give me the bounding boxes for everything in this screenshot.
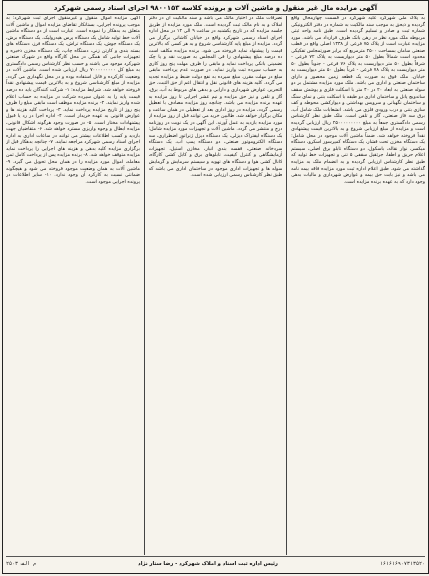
newspaper-notice-page (2, 0, 429, 574)
column-middle (149, 16, 283, 555)
column-right-text: به پلاک ملی شهرکرد علیه شهرکرد در قسمت چهارمحال واقع گردیده و ذیحق به موجب سند مالکیت به شماره در دفتر الکترونیکی شماره ثبت و صادر و تسلیم گردیده است. طبق نامه واحد ثبتی مربوطه ملک مورد نظر در رهن بانک طرف قرارداد می باشد. مورد مزایده عبارت است از پلاک ۷۵ فرعی از ۱۳۳۸ اصلی واقع در قطب صنعتی سامان بمساحت ۲۵۰۰ مترمربع که برابر صورتمجلس تفکیکی محدود است شمالاً بطول ۵۰ متر دیواریست به پلاک ۷۲ فرعی - شرقاً بطول ۵۰ متر دیواریست به پلاک ۷۶ فرعی - جنوباً بطول ۵۰ متر دیواریست به پلاک ۷۸ فرعی - غرباً بطول ۵۰ متر دیواریست به خیابان. ملک فوق به صورت یک قطعه زمین محصور و دارای ساختمان صنعتی و اداری می باشد. ملک مورد مزایده مشتمل بر دو سوله صنعتی به ابعاد ۲۰ در ۴۰ متر با اسکلت فلزی و پوشش سقف ساندویچ پانل و ساختمان اداری دو طبقه با اسکلت بتنی و نمای سنگ و ساختمان نگهبانی و سرویس بهداشتی و دیوارکشی محوطه و کف سازی بتنی و درب ورودی فلزی می باشد. انشعابات ملک شامل آب، برق سه فاز صنعتی، گاز و تلفن است. ملک طبق نظر کارشناس رسمی دادگستری جمعاً به مبلغ ۲۵۰۰۰۰۰۰۰۰۰ ریال ارزیابی گردیده است و مزایده از مبلغ ارزیابی شروع و به بالاترین قیمت پیشنهادی نقداً فروخته خواهد شد. ضمناً ماشین آلات موجود در محل شامل: یک دستگاه مخزن تحت فشار، یک دستگاه کمپرسور اسکرو، دستگاه میکسر، نوار نقاله، باسکول، دو دستگاه تابلو برق اصلی، سیستم اعلام حریق و اطفا، جرثقیل سقفی ۵ تنی و تجهیزات خط تولید که طبق نظر کارشناس ارزیابی گردیده و به انضمام ملک به مزایده گذاشته می شود. طبق اعلام اداره ثبت مورد مزایده فاقد بیمه نامه می باشد و نیز بابت حق بیمه و عوارض شهرداری و مالیات بدهی وجود دارد که به عهده برنده مزایده است. (291, 16, 425, 185)
column-left (6, 16, 140, 555)
column-right (291, 16, 425, 555)
column-middle-text: تصرفات ملک در اختیار مالک می باشد و سند مالکیت آن در دفتر املاک و به نام مالک ثبت گردیده است. ملک مورد مزایده از طریق جلسه مزایده که در تاریخ یکشنبه در ساعت ۹ الی ۱۲ در محل اداره اجرای اسناد رسمی شهرکرد واقع در خیابان کاشانی برگزار می گردد. مزایده از مبلغ پایه کارشناسی شروع و به هر کسی که بالاترین قیمت را پیشنهاد نماید فروخته می شود. برنده مزایده مکلف است ده درصد مبلغ پیشنهادی را فی المجلس به صورت نقد و یا چک تضمینی بانکی پرداخت نماید و مابقی را ظرف مهلت پنج روز کاری به حساب سپرده ثبت واریز نماید. در صورت عدم پرداخت مابقی مبلغ در مهلت مقرر، مبلغ سپرده به نفع دولت ضبط و مزایده تجدید می گردد. کلیه هزینه های قانونی نقل و انتقال اعم از حق الثبت، حق التحریر، عوارض شهرداری و دارایی و بدهی های مربوط به آب، برق، گاز و تلفن و نیز حق مزایده و نیم عشر اجرایی تا روز مزایده به عهده برنده مزایده می باشد. چنانچه روز مزایده مصادف با تعطیل رسمی گردد، مزایده در روز اداری بعد از تعطیلی در همان ساعت و مکان برگزار خواهد شد. طالبین خرید می توانند قبل از روز مزایده از مورد مزایده بازدید به عمل آورند. این آگهی در یک نوبت در روزنامه درج و منتشر می گردد. ماشین آلات و تجهیزات مورد مزایده شامل: یک دستگاه لیفتراک دیزلی، یک دستگاه دیزل ژنراتور اضطراری، سه دستگاه الکتروموتور صنعتی، دو دستگاه پمپ آب، یک دستگاه سردخانه صنعتی، قفسه بندی انبار، مخازن استیل، تجهیزات آزمایشگاهی و کنترل کیفیت، تابلوهای برق و کابل کشی کارگاه، کانال کشی هوا و دستگاه های تهویه و سیستم سرمایش و گرمایش سوله ها و تجهیزات اداری موجود در ساختمان اداری می باشد که طبق نظر کارشناس رسمی ارزیابی شده است. (148, 16, 283, 179)
column-left-text: آگهی مزایده اموال منقول و غیرمنقول اجرای ثبت شهرکرد: به موجب پرونده اجرایی، بستانکار تقاضای مزایده اموال و ماشین آلات متعلق به بدهکار را نموده است. عبارت است از دو دستگاه ماشین آلات خط تولید شامل یک دستگاه پرس هیدرولیک، یک دستگاه برش، یک دستگاه جوش، یک دستگاه تراش، یک دستگاه فرز، دستگاه های بسته بندی و کارتن زنی، دستگاه چاپ، یک دستگاه مخزن ذخیره و تجهیزات جانبی که همگی در محل کارگاه واقع در شهرک صنعتی شهرکرد موجود می باشند و حسب نظر کارشناس رسمی دادگستری به مبلغ کل ۷۰۰۰۰۰۰۰۰۰ ریال ارزیابی شده است. ماشین آلات در وضعیت کارکرده و قابل استفاده بوده و در محل نگهداری می گردد. مزایده از مبلغ کارشناسی شروع و به بالاترین قیمت پیشنهادی نقداً فروخته خواهد شد. شرایط مزایده: ۱- شرکت کنندگان باید ده درصد قیمت پایه را به عنوان سپرده شرکت در مزایده به حساب اعلام شده واریز نمایند. ۲- برنده مزایده موظف است مابقی مبلغ را ظرف پنج روز از تاریخ مزایده پرداخت نماید. ۳- پرداخت کلیه هزینه ها و عوارض قانونی به عهده خریدار است. ۴- اداره اجرا در رد یا قبول پیشنهادات مختار است. ۵- در صورت وجود هرگونه اشکال قانونی، مزایده ابطال و وجوه واریزی مسترد خواهد شد. ۶- متقاضیان جهت بازدید و کسب اطلاعات بیشتر می توانند در ساعات اداری به اداره اجرای اسناد رسمی شهرکرد مراجعه نمایند. ۷- چنانچه بدهکار قبل از برگزاری مزایده کلیه بدهی و هزینه های اجرایی را پرداخت نماید مزایده متوقف خواهد شد. ۸- برنده مزایده پس از پرداخت کامل ثمن معامله، اموال مورد مزایده را در همان محل تحویل می گیرد. ۹- ماشین آلات به همان وضعیت موجود فروخته می شود و هیچگونه ضمانتی نسبت به کارکرد آن وجود ندارد. ۱۰- سایر اطلاعات در پرونده اجرایی موجود است. (6, 16, 140, 185)
footer-issue-number: م الف ۲۵۰۳ (6, 560, 37, 567)
column-divider (144, 16, 145, 555)
footer-code: ۱۶۱۶۱۶۹۰۷۳۱۳۵۲۰ (379, 560, 425, 567)
column-divider (286, 16, 287, 555)
notice-title: آگهی مزایده مال غیر منقول و ماشین آلات و برونده کلاسه ۹۸۰۰۱۵۳ اجرای اسناد رسمی شهرکرد (7, 3, 424, 15)
footer-signature: رئیس اداره ثبت اسناد و املاک شهرکرد - رضا ستار نژاد (138, 560, 278, 567)
notice-body (6, 16, 425, 555)
notice-footer (6, 556, 425, 570)
